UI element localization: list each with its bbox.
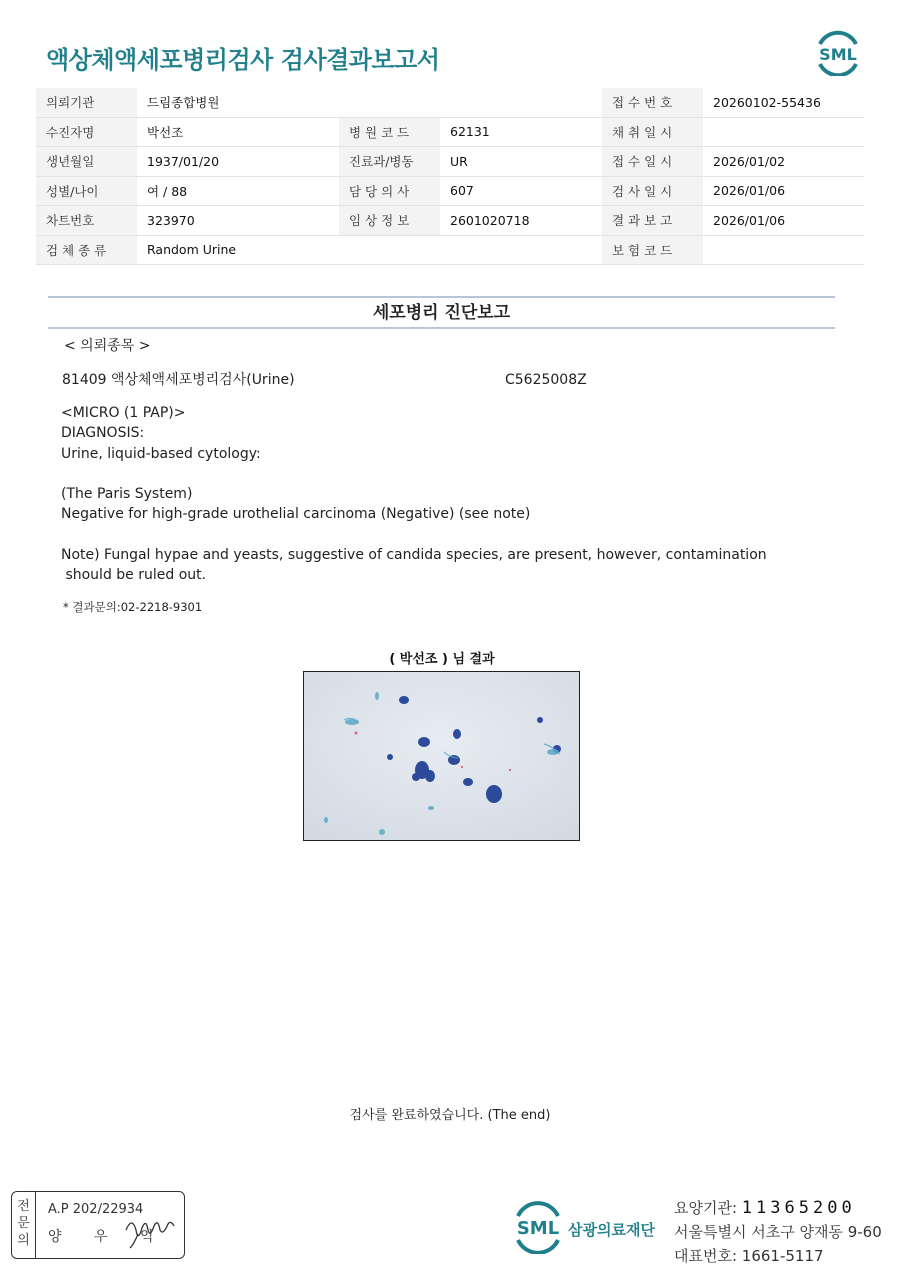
- phone-number: 1661-5117: [741, 1247, 824, 1265]
- info-label: 검 사 일 시: [602, 176, 703, 206]
- institution-number: 11365200: [741, 1198, 856, 1218]
- result-line: Negative for high-grade urothelial carcinoma (Negative) (see note): [61, 506, 531, 522]
- section-title: 세포병리 진단보고: [372, 303, 511, 323]
- info-value: 2026/01/02: [703, 147, 864, 177]
- info-row: [36, 176, 864, 206]
- sml-logo-text: SML: [819, 45, 857, 64]
- info-value: 2026/01/06: [703, 176, 864, 206]
- info-value: Random Urine: [137, 235, 339, 265]
- info-label: [339, 235, 440, 265]
- info-label: 의뢰기관: [36, 88, 137, 117]
- info-value: 323970: [137, 206, 339, 236]
- info-label: 임 상 정 보: [339, 206, 440, 236]
- signature-image: [122, 1210, 184, 1250]
- info-value: [440, 235, 602, 265]
- stamp-doctor-name: 양 우 익: [48, 1229, 168, 1245]
- info-value: 2026/01/06: [703, 206, 864, 236]
- pathologist-stamp: [11, 1191, 185, 1259]
- info-value: [703, 117, 864, 147]
- info-label: 병 원 코 드: [339, 117, 440, 147]
- footer-logo: [512, 1200, 662, 1258]
- info-value: 20260102-55436: [703, 88, 864, 117]
- info-value: 드림종합병원: [137, 88, 339, 117]
- footer-institution: [674, 1196, 882, 1220]
- info-row: [36, 88, 864, 117]
- info-label: [339, 88, 440, 117]
- stamp-side-label: [12, 1192, 36, 1258]
- section-bottom-divider: [48, 327, 835, 329]
- info-value: 여 / 88: [137, 176, 339, 206]
- phone-label: 대표번호:: [674, 1247, 738, 1265]
- info-label: 수진자명: [36, 117, 137, 147]
- system-line: (The Paris System): [61, 486, 193, 502]
- info-value: 62131: [440, 117, 602, 147]
- sml-logo: [812, 30, 864, 76]
- order-code: C5625008Z: [505, 372, 587, 388]
- info-label: 검 체 종 류: [36, 235, 137, 265]
- info-label: 차트번호: [36, 206, 137, 236]
- info-label: 보 험 코 드: [602, 235, 703, 265]
- info-value: 2601020718: [440, 206, 602, 236]
- info-row: [36, 235, 864, 265]
- info-label: 생년월일: [36, 147, 137, 177]
- report-title: 액상체액세포병리검사 검사결과보고서: [46, 46, 440, 74]
- info-label: 채 취 일 시: [602, 117, 703, 147]
- note-line-continued: should be ruled out.: [61, 567, 207, 583]
- info-row: [36, 117, 864, 147]
- info-value: 박선조: [137, 117, 339, 147]
- info-label: 담 당 의 사: [339, 176, 440, 206]
- diagnosis-label: DIAGNOSIS:: [61, 425, 145, 441]
- footer-address: 서울특별시 서초구 양재동 9-60: [674, 1223, 882, 1241]
- info-row: [36, 206, 864, 236]
- patient-info-table: [36, 88, 864, 265]
- info-value: [703, 235, 864, 265]
- order-item: 81409 액상체액세포병리검사(Urine): [62, 372, 295, 388]
- micro-label: <MICRO (1 PAP)>: [61, 405, 186, 421]
- info-label: 접 수 번 호: [602, 88, 703, 117]
- end-message: 검사를 완료하였습니다. (The end): [349, 1108, 551, 1123]
- info-value: [440, 88, 602, 117]
- stamp-ap-number: A.P 202/22934: [48, 1202, 144, 1217]
- info-label: 진료과/병동: [339, 147, 440, 177]
- microscopy-image: [303, 671, 580, 841]
- info-label: 접 수 일 시: [602, 147, 703, 177]
- note-line: Note) Fungal hypae and yeasts, suggestive of candida species, are present, however, contamination: [61, 547, 767, 563]
- footer-info: [674, 1196, 882, 1268]
- footer-org-name: 삼광의료재단: [568, 1221, 655, 1239]
- institution-label: 요양기관:: [674, 1199, 738, 1217]
- info-row: [36, 147, 864, 177]
- footer-phone: [674, 1244, 882, 1268]
- image-caption: ( 박선조 ) 님 결과: [389, 652, 495, 667]
- info-label: 성별/나이: [36, 176, 137, 206]
- specimen-line: Urine, liquid-based cytology:: [61, 446, 261, 462]
- info-label: 결 과 보 고: [602, 206, 703, 236]
- stamp-side-text: 전문의: [17, 1199, 30, 1248]
- info-value: UR: [440, 147, 602, 177]
- info-value: 1937/01/20: [137, 147, 339, 177]
- inquiry-phone: * 결과문의:02-2218-9301: [63, 600, 203, 614]
- order-heading: < 의뢰종목 >: [64, 338, 151, 354]
- info-value: 607: [440, 176, 602, 206]
- footer-logo-text: SML: [516, 1218, 560, 1239]
